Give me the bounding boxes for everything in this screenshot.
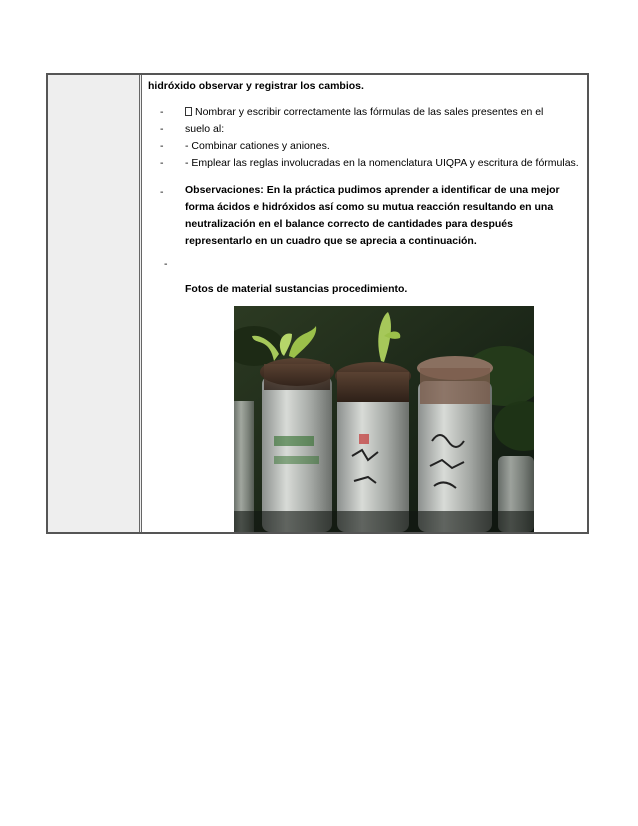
photo-illustration — [234, 306, 534, 532]
bullet-dash: - — [160, 123, 164, 135]
cell-heading: hidróxido observar y registrar los cambios. — [148, 80, 364, 92]
photos-caption: Fotos de material sustancias procedimiento. — [185, 283, 408, 295]
bullet-item — [185, 106, 543, 119]
empty-bullet-dash: - — [164, 258, 168, 270]
bullet-dash: - — [160, 157, 164, 169]
plant-bottles-photo — [234, 306, 534, 532]
bullet-dash: - — [160, 106, 164, 118]
bullet-dash: - — [160, 186, 164, 198]
table-left-cell — [48, 75, 142, 532]
bullet-text: suelo al: — [185, 123, 225, 135]
bullet-text: Nombrar y escribir correctamente las fórmulas de las sales presentes en el — [195, 106, 544, 118]
observations-paragraph: Observaciones: En la práctica pudimos aprender a identificar de una mejor forma ácidos e hidróxidos así como su mutua reacción resultando en una neutralización en el balance correcto de cantidades para después representarlo en un cuadro que se aprecia a continuación. — [185, 184, 560, 247]
bullet-text: - Emplear las reglas involucradas en la nomenclatura UIQPA y escritura de fórmulas. — [185, 157, 579, 169]
bullet-text: - Combinar cationes y aniones. — [185, 140, 330, 152]
bullet-dash: - — [160, 140, 164, 152]
missing-glyph-icon — [185, 107, 192, 116]
